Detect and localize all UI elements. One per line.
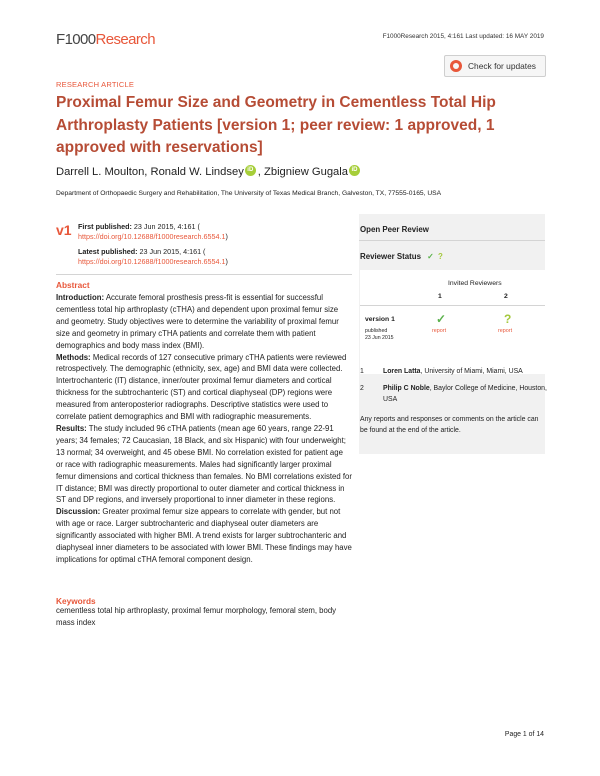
reviewer-col-1: 1 — [438, 293, 442, 300]
keywords-text: cementless total hip arthroplasty, proximal femur morphology, femoral stem, body mass index — [56, 606, 337, 627]
reviewer-number: 2 — [360, 385, 364, 393]
orcid-icon[interactable]: iD — [349, 165, 360, 176]
reviewer-status-label: Reviewer Status — [360, 252, 421, 261]
paren: ) — [225, 257, 228, 266]
author-names-2[interactable]: , Zbigniew Gugala — [257, 166, 348, 178]
results-text: The study included 96 cTHA patients (mean age 60 years, range 22-91 years; 34 females; 72 Caucasian, 18 Black, and six Hispanic) with four underweight; 13 normal; 34 overweight, and 45 obese BMI. No correlation existed for patient age or race with radiographic measurements. Males had significantly larger proximal femur dimensions and cortical thickness than females. No BMI correlations existed for IT distance; BMI was directly proportional to outer diameter and cortical thickness in ST and DP regions, and inversely proportional to inner diameter in these regions. — [56, 423, 352, 505]
discussion-text: Greater proximal femur size appears to correlate with gender, but not with age or race. Larger subtrochanteric and diaphyseal outer diameters are significantly associated with higher BMI. A trend exists for larger subtrochanteric and diaphyseal inner diameters to be associated with lower BMI. These findings may have implications for optimal cTHA femoral component design. — [56, 507, 352, 564]
reviewer-affiliation: , Baylor College of Medicine, Houston, USA — [383, 385, 547, 404]
divider — [359, 240, 545, 241]
first-published-value: 23 Jun 2015, 4:161 ( — [133, 222, 200, 231]
abstract-results — [56, 423, 352, 506]
author-names-1[interactable]: Darrell L. Moulton, Ronald W. Lindsey — [56, 166, 244, 178]
methods-label: Methods: — [56, 352, 91, 362]
reviewer-item — [360, 366, 550, 377]
reviewer-list — [360, 366, 550, 436]
reviewer-status — [360, 252, 443, 261]
reservation-question-icon: ? — [504, 312, 512, 326]
check-updates-button[interactable] — [444, 55, 546, 77]
keywords-heading: Keywords — [56, 596, 96, 606]
article-title: Proximal Femur Size and Geometry in Cementless Total Hip Arthroplasty Patients [version 1; peer review: 1 approved, 1 approved with reservations] — [56, 94, 496, 156]
version-tag: v1 — [56, 222, 72, 238]
reviewer-item — [360, 383, 548, 405]
logo-f1000: F1000 — [56, 31, 96, 48]
reviewer-name: Philip C Noble — [383, 385, 430, 393]
reviewer-2-report-link[interactable]: report — [498, 328, 513, 334]
intro-text: Accurate femoral prosthesis press-fit is essential for successful cementless total hip arthroplasty (cTHA) and dependent upon proximal femur size and geometry. Study objectives were to determine the variability of proximal femur size and geometry in primary cTHA patients and correlate them with patient demographics and body mass index (BMI). — [56, 293, 339, 350]
latest-doi-link[interactable]: https://doi.org/10.12688/f1000research.6554.1 — [78, 257, 226, 266]
abstract-heading: Abstract — [56, 280, 90, 290]
divider — [360, 305, 545, 306]
reviewer-table — [360, 270, 545, 374]
latest-published-value: 23 Jun 2015, 4:161 ( — [139, 247, 206, 256]
abstract-discussion — [56, 506, 352, 566]
peer-review-note: Any reports and responses or comments on the article can be found at the end of the article. — [360, 415, 539, 434]
abstract-intro — [56, 292, 352, 352]
page-number: Page 1 of 14 — [504, 731, 544, 738]
abstract-body — [56, 292, 352, 566]
article-type: RESEARCH ARTICLE — [56, 80, 135, 89]
version-1-label[interactable]: version 1 — [365, 316, 395, 323]
methods-text: Medical records of 127 consecutive primary cTHA patients were reviewed retrospectively. The demographic (ethnicity, sex, age) and BMI data were collected. Intertrochanteric (IT) distance, inner/outer proximal femur diameters and cortical thickness for the subtrochanteric (ST) and cortical diaphyseal (DP) regions were measured from anteroposterior radiographs. Descriptive statistics were used to correlate patient demographics and BMI with radiographic measurements. — [56, 352, 347, 422]
published-date: 23 Jun 2015 — [365, 335, 394, 341]
latest-published-doi-line — [78, 257, 348, 267]
published-label: published — [365, 328, 388, 334]
approved-check-icon: ✓ — [427, 252, 434, 261]
intro-label: Introduction: — [56, 293, 105, 302]
abstract-methods — [56, 352, 352, 423]
open-peer-review-heading: Open Peer Review — [360, 225, 429, 234]
author-list — [56, 165, 362, 178]
check-updates-label: Check for updates — [468, 61, 536, 71]
reservation-question-icon: ? — [438, 252, 443, 261]
latest-published-label: Latest published: — [78, 247, 138, 256]
crossmark-icon — [450, 60, 462, 72]
paren: ) — [225, 232, 228, 241]
discussion-label: Discussion: — [56, 507, 101, 517]
citation-header: F1000Research 2015, 4:161 Last updated: 16 MAY 2019 — [382, 33, 544, 40]
publication-history — [78, 222, 348, 267]
first-published-doi-line — [78, 232, 348, 242]
reviewer-name: Loren Latta — [383, 368, 421, 375]
orcid-icon[interactable]: iD — [245, 165, 256, 176]
reviewer-number: 1 — [360, 368, 364, 375]
reviewer-affiliation: , University of Miami, Miami, USA — [420, 368, 523, 375]
reviewer-1-report-link[interactable]: report — [432, 328, 447, 334]
reviewer-col-2: 2 — [504, 293, 508, 300]
invited-reviewers-label: Invited Reviewers — [448, 280, 502, 287]
results-label: Results: — [56, 423, 87, 433]
latest-published — [78, 247, 348, 257]
logo-research: Research — [95, 31, 155, 48]
approved-check-icon: ✓ — [436, 312, 447, 326]
f1000-logo[interactable] — [56, 31, 155, 48]
first-doi-link[interactable]: https://doi.org/10.12688/f1000research.6554.1 — [78, 232, 226, 241]
first-published-label: First published: — [78, 222, 132, 231]
first-published — [78, 222, 348, 232]
divider — [56, 274, 352, 275]
affiliation: Department of Orthopaedic Surgery and Rehabilitation, The University of Texas Medical Branch, Galveston, TX, 77555-0165, USA — [56, 190, 442, 197]
